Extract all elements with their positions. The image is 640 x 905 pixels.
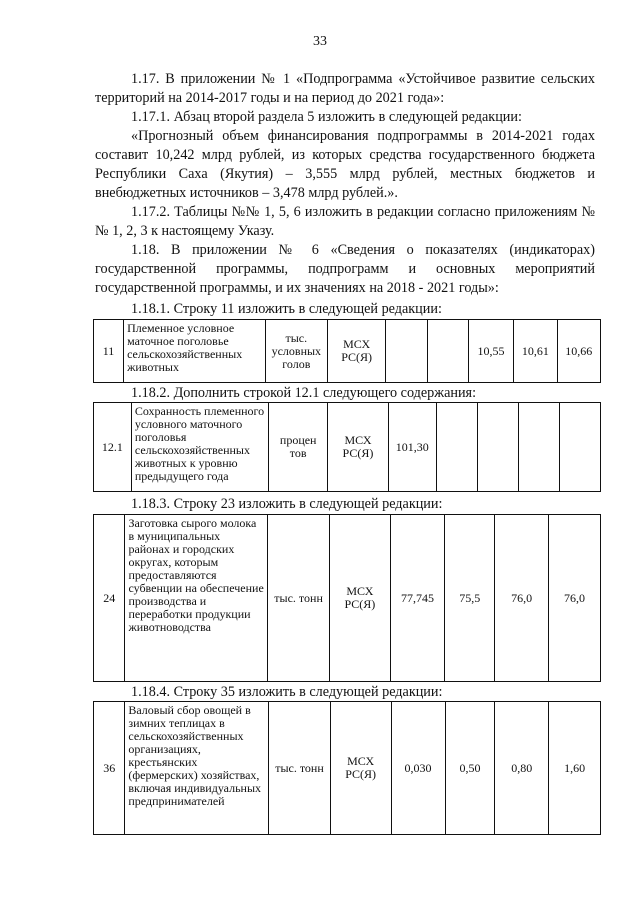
page-number: 33 [313, 34, 327, 49]
paragraph-1-17-2: 1.17.2. Таблицы №№ 1, 5, 6 изложить в редакции согласно приложениям №№ 1, 2, 3 к настоящему Указу. [95, 204, 595, 239]
table-row [94, 702, 601, 835]
value-cell: 0,80 [495, 702, 549, 835]
value-cell: 10,66 [557, 320, 600, 383]
heading-1-18-1: 1.18.1. Строку 11 изложить в следующей редакции: [131, 301, 442, 317]
organization-cell: МСХ РС(Я) [328, 403, 388, 492]
table-row-12-1 [93, 402, 601, 492]
row-number: 36 [94, 702, 125, 835]
table-row-36 [93, 701, 601, 835]
unit-cell: тыс. тонн [269, 702, 330, 835]
value-cell: 76,0 [495, 515, 549, 682]
paragraph-1-18: 1.18. В приложении № 6 «Сведения о показателях (индикаторах) государственной программы, подпрограмм и основных мероприятий государственной программы, и их значениях на 2018 - 2021 годы»: [95, 242, 595, 296]
value-cell [477, 403, 518, 492]
table-row [94, 403, 601, 492]
value-cell [559, 403, 600, 492]
table-row [94, 320, 601, 383]
value-cell [427, 320, 468, 383]
table-row-24 [93, 514, 601, 682]
value-cell: 10,61 [514, 320, 557, 383]
table-row [94, 515, 601, 682]
organization-cell: МСХ РС(Я) [329, 515, 390, 682]
unit-cell: тыс. тонн [268, 515, 330, 682]
value-cell: 75,5 [445, 515, 495, 682]
indicator-name: Валовый сбор овощей в зимних теплицах в сельскохозяйственных организациях, крестьянских (фермерских) хозяйствах, включая индивидуальных предпринимателей [125, 702, 269, 835]
heading-1-18-2: 1.18.2. Дополнить строкой 12.1 следующего содержания: [131, 385, 477, 401]
paragraph-1-17: 1.17. В приложении № 1 «Подпрограмма «Устойчивое развитие сельских территорий на 2014-2017 годы и на период до 2021 года»: [95, 71, 595, 106]
unit-cell: процен тов [269, 403, 328, 492]
row-number: 24 [94, 515, 125, 682]
row-number: 11 [94, 320, 124, 383]
row-number: 12.1 [94, 403, 132, 492]
value-cell: 77,745 [390, 515, 444, 682]
value-cell: 1,60 [549, 702, 601, 835]
indicator-name: Сохранность племенного условного маточного поголовья сельскохозяйственных животных к уровню предыдущего года [131, 403, 268, 492]
heading-1-18-4: 1.18.4. Строку 35 изложить в следующей редакции: [131, 684, 443, 700]
value-cell [386, 320, 427, 383]
paragraph-financing-quote: «Прогнозный объем финансирования подпрограммы в 2014-2021 годах составит 10,242 млрд рублей, из которых средства государственного бюджета Республики Саха (Якутия) – 3,555 млрд рублей, местных бюджетов и внебюджетных источников – 3,478 млрд рублей.». [95, 128, 595, 201]
value-cell: 0,50 [445, 702, 495, 835]
heading-1-18-3: 1.18.3. Строку 23 изложить в следующей редакции: [131, 496, 443, 512]
indicator-name: Племенное условное маточное поголовье сельскохозяйственных животных [124, 320, 266, 383]
value-cell [518, 403, 559, 492]
organization-cell: МСХ РС(Я) [330, 702, 391, 835]
value-cell: 101,30 [388, 403, 436, 492]
value-cell: 76,0 [549, 515, 601, 682]
table-row-11 [93, 319, 601, 383]
value-cell [436, 403, 477, 492]
value-cell: 10,55 [468, 320, 513, 383]
indicator-name: Заготовка сырого молока в муниципальных районах и городских округах, которым предоставляются субвенции на обеспечение производства и переработки продукции животноводства [125, 515, 268, 682]
unit-cell: тыс. условных голов [265, 320, 327, 383]
paragraph-1-17-1: 1.17.1. Абзац второй раздела 5 изложить в следующей редакции: [131, 109, 522, 125]
value-cell: 0,030 [391, 702, 445, 835]
organization-cell: МСХ РС(Я) [327, 320, 386, 383]
